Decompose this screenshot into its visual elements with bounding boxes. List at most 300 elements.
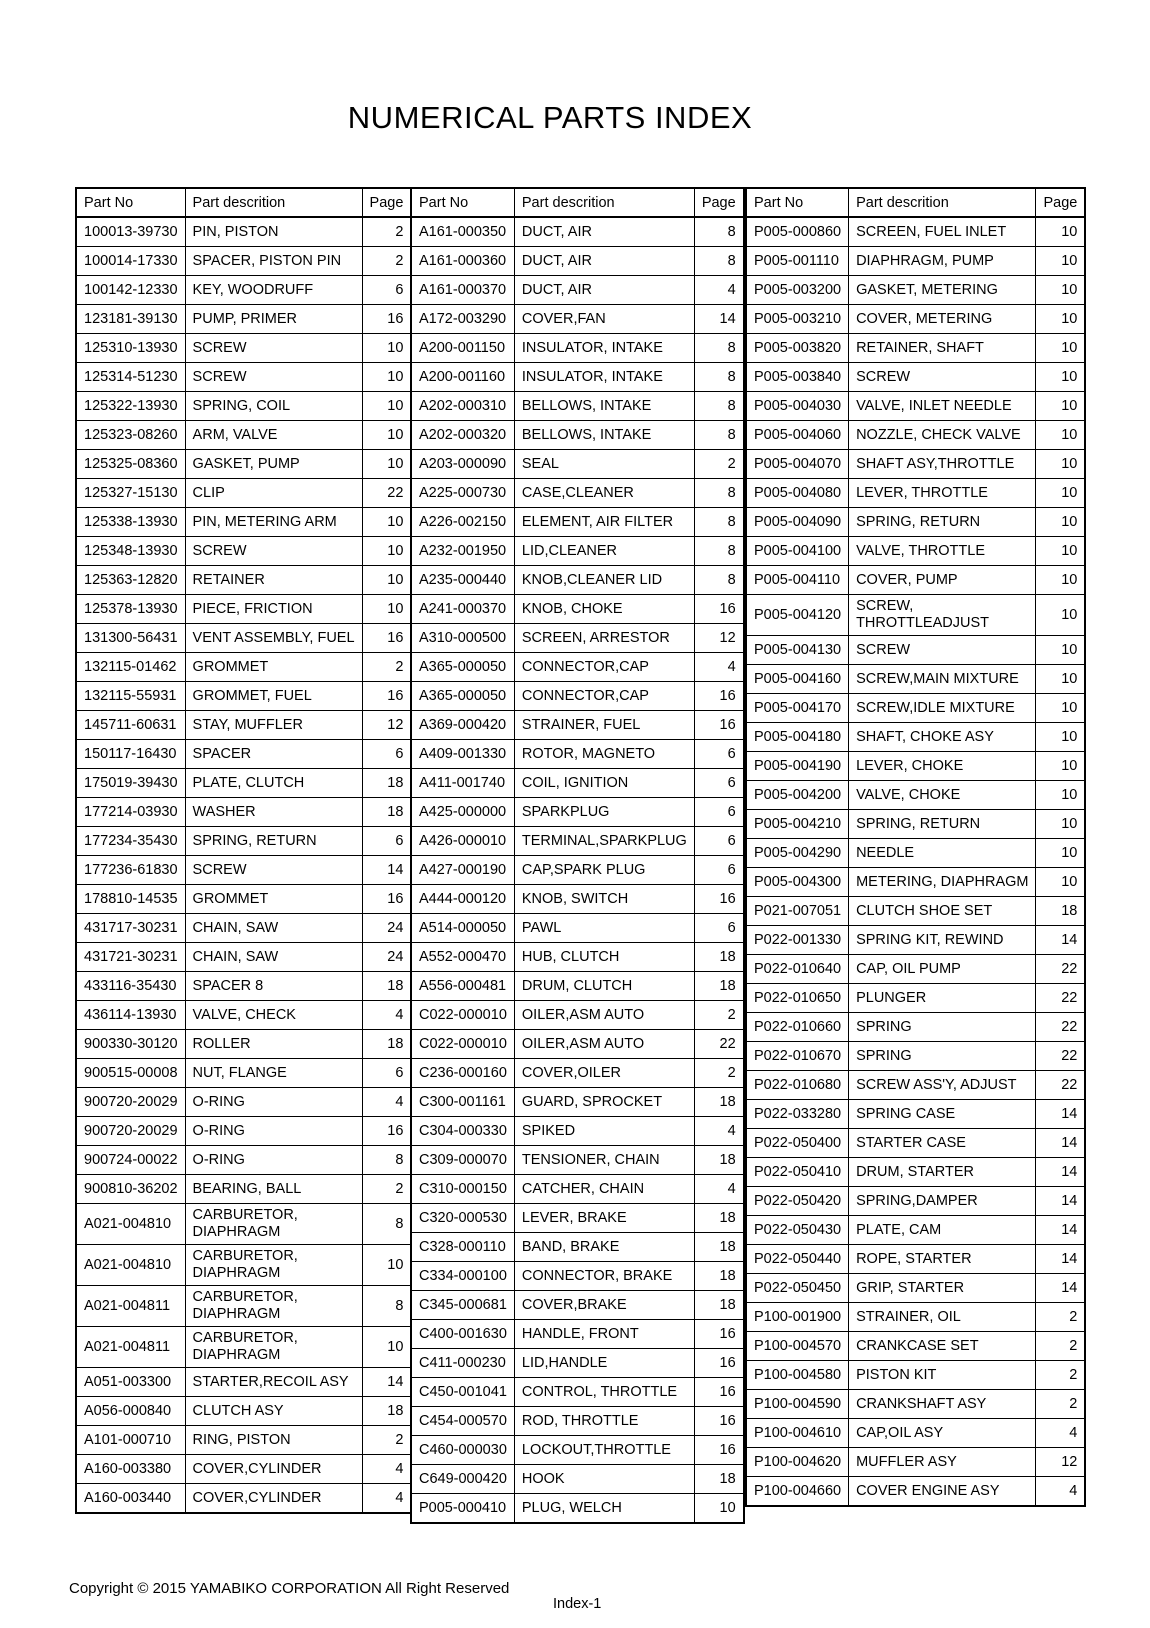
page-cell: 22 — [1036, 1013, 1085, 1042]
description-cell: LID,HANDLE — [514, 1349, 694, 1378]
table-row — [76, 537, 411, 566]
part-no-cell: P100-004570 — [746, 1332, 849, 1361]
part-no-cell: A409-001330 — [411, 740, 514, 769]
table-row — [411, 798, 744, 827]
part-no-cell: A514-000050 — [411, 914, 514, 943]
description-cell: CARBURETOR, DIAPHRAGM — [185, 1204, 362, 1245]
description-cell: COVER,BRAKE — [514, 1291, 694, 1320]
description-cell: TENSIONER, CHAIN — [514, 1146, 694, 1175]
page-cell: 8 — [694, 247, 743, 276]
description-cell: PLUG, WELCH — [514, 1494, 694, 1524]
page-cell: 4 — [694, 653, 743, 682]
description-cell: CHAIN, SAW — [185, 943, 362, 972]
page-cell: 10 — [1036, 810, 1085, 839]
table-row — [76, 1397, 411, 1426]
part-no-cell: 125378-13930 — [76, 595, 185, 624]
part-no-cell: 132115-01462 — [76, 653, 185, 682]
description-cell: DRUM, STARTER — [849, 1158, 1036, 1187]
description-cell: STARTER,RECOIL ASY — [185, 1368, 362, 1397]
part-no-cell: A021-004810 — [76, 1204, 185, 1245]
page-cell: 18 — [694, 1465, 743, 1494]
page-cell: 10 — [362, 450, 411, 479]
part-no-cell: P005-003200 — [746, 276, 849, 305]
description-cell: HOOK — [514, 1465, 694, 1494]
part-no-cell: P005-004300 — [746, 868, 849, 897]
table-row — [746, 1100, 1085, 1129]
page-cell: 10 — [1036, 566, 1085, 595]
table-row — [411, 1465, 744, 1494]
table-row — [746, 1129, 1085, 1158]
table-row — [746, 334, 1085, 363]
page-cell: 16 — [694, 1407, 743, 1436]
part-no-cell: 900720-20029 — [76, 1117, 185, 1146]
part-no-cell: 132115-55931 — [76, 682, 185, 711]
page-cell: 22 — [1036, 955, 1085, 984]
table-row — [411, 885, 744, 914]
page-cell: 10 — [694, 1494, 743, 1524]
table-row — [746, 392, 1085, 421]
part-no-header: Part No — [76, 188, 185, 217]
table-row — [76, 1001, 411, 1030]
table-row — [76, 1484, 411, 1514]
part-no-cell: C328-000110 — [411, 1233, 514, 1262]
part-no-cell: P100-004580 — [746, 1361, 849, 1390]
copyright-notice: Copyright © 2015 YAMABIKO CORPORATION All Right Reserved — [69, 1580, 510, 1597]
description-cell: ARM, VALVE — [185, 421, 362, 450]
description-cell: CAP, OIL PUMP — [849, 955, 1036, 984]
description-cell: SCREW, THROTTLEADJUST — [849, 595, 1036, 636]
page-cell: 4 — [362, 1455, 411, 1484]
page-cell: 2 — [1036, 1303, 1085, 1332]
table-row — [411, 769, 744, 798]
description-cell: WASHER — [185, 798, 362, 827]
table-row — [746, 1245, 1085, 1274]
description-cell: COVER, METERING — [849, 305, 1036, 334]
table-row — [746, 694, 1085, 723]
description-cell: LEVER, THROTTLE — [849, 479, 1036, 508]
table-row — [746, 1187, 1085, 1216]
table-row — [746, 868, 1085, 897]
page-cell: 8 — [694, 334, 743, 363]
part-no-cell: P005-004170 — [746, 694, 849, 723]
description-cell: SCREW,IDLE MIXTURE — [849, 694, 1036, 723]
page-cell: 6 — [694, 827, 743, 856]
table-row — [76, 1455, 411, 1484]
parts-index-table-3 — [745, 187, 1086, 1507]
page-cell: 10 — [1036, 752, 1085, 781]
table-row — [76, 1286, 411, 1327]
part-no-cell: C460-000030 — [411, 1436, 514, 1465]
page-cell: 12 — [1036, 1448, 1085, 1477]
page-cell: 8 — [362, 1286, 411, 1327]
part-no-cell: 123181-39130 — [76, 305, 185, 334]
page-cell: 10 — [362, 1327, 411, 1368]
description-cell: VALVE, CHOKE — [849, 781, 1036, 810]
page-cell: 6 — [694, 798, 743, 827]
description-cell: TERMINAL,SPARKPLUG — [514, 827, 694, 856]
page-cell: 6 — [362, 1059, 411, 1088]
table-row — [411, 392, 744, 421]
part-no-cell: C309-000070 — [411, 1146, 514, 1175]
description-cell: COVER,FAN — [514, 305, 694, 334]
description-cell: PLATE, CLUTCH — [185, 769, 362, 798]
description-cell: ROLLER — [185, 1030, 362, 1059]
description-cell: OILER,ASM AUTO — [514, 1001, 694, 1030]
page-cell: 10 — [362, 508, 411, 537]
table-row — [76, 247, 411, 276]
table-row — [76, 972, 411, 1001]
part-no-cell: P100-004590 — [746, 1390, 849, 1419]
page-cell: 8 — [694, 479, 743, 508]
page-header: Page — [694, 188, 743, 217]
page-cell: 4 — [694, 276, 743, 305]
page-cell: 18 — [694, 1291, 743, 1320]
table-row — [76, 624, 411, 653]
page-cell: 10 — [1036, 665, 1085, 694]
table-header-row — [76, 188, 411, 217]
description-cell: KNOB, SWITCH — [514, 885, 694, 914]
table-row — [411, 624, 744, 653]
table-row — [746, 537, 1085, 566]
part-no-cell: 900330-30120 — [76, 1030, 185, 1059]
part-no-cell: 125325-08360 — [76, 450, 185, 479]
page-cell: 10 — [362, 421, 411, 450]
page-cell: 22 — [1036, 984, 1085, 1013]
part-no-cell: A160-003380 — [76, 1455, 185, 1484]
description-cell: SCREW — [185, 334, 362, 363]
page-cell: 2 — [1036, 1390, 1085, 1419]
page-cell: 10 — [1036, 537, 1085, 566]
page-cell: 4 — [1036, 1477, 1085, 1507]
page-cell: 10 — [1036, 305, 1085, 334]
page-cell: 14 — [1036, 1245, 1085, 1274]
part-no-cell: P100-004620 — [746, 1448, 849, 1477]
page-cell: 8 — [694, 537, 743, 566]
table-row — [411, 537, 744, 566]
table-row — [411, 1001, 744, 1030]
page-cell: 16 — [362, 682, 411, 711]
table-row — [76, 1426, 411, 1455]
table-row — [746, 595, 1085, 636]
page-cell: 16 — [362, 624, 411, 653]
description-cell: CONNECTOR,CAP — [514, 682, 694, 711]
part-no-cell: 178810-14535 — [76, 885, 185, 914]
page-cell: 8 — [694, 363, 743, 392]
table-row — [411, 421, 744, 450]
part-no-cell: P005-003840 — [746, 363, 849, 392]
description-header: Part descrition — [185, 188, 362, 217]
table-row — [746, 566, 1085, 595]
table-row — [76, 566, 411, 595]
description-cell: SPRING CASE — [849, 1100, 1036, 1129]
table-row — [411, 276, 744, 305]
part-no-cell: P022-050410 — [746, 1158, 849, 1187]
description-cell: DUCT, AIR — [514, 247, 694, 276]
page-cell: 16 — [694, 1436, 743, 1465]
part-no-cell: P005-004110 — [746, 566, 849, 595]
part-no-cell: C345-000681 — [411, 1291, 514, 1320]
page-cell: 18 — [694, 943, 743, 972]
description-cell: PIN, PISTON — [185, 217, 362, 247]
description-cell: CASE,CLEANER — [514, 479, 694, 508]
page-cell: 16 — [694, 1349, 743, 1378]
part-no-cell: 125314-51230 — [76, 363, 185, 392]
table-row — [411, 682, 744, 711]
part-no-cell: 125310-13930 — [76, 334, 185, 363]
table-row — [746, 450, 1085, 479]
table-row — [76, 1030, 411, 1059]
description-cell: NUT, FLANGE — [185, 1059, 362, 1088]
table-row — [411, 711, 744, 740]
table-row — [746, 1332, 1085, 1361]
description-cell: SHAFT, CHOKE ASY — [849, 723, 1036, 752]
table-row — [76, 450, 411, 479]
description-cell: INSULATOR, INTAKE — [514, 363, 694, 392]
page-cell: 2 — [362, 1175, 411, 1204]
page-cell: 10 — [1036, 868, 1085, 897]
table-row — [411, 595, 744, 624]
table-row — [76, 769, 411, 798]
table-row — [76, 1117, 411, 1146]
part-no-cell: A161-000360 — [411, 247, 514, 276]
page-cell: 6 — [694, 740, 743, 769]
part-no-cell: C300-001161 — [411, 1088, 514, 1117]
table-row — [746, 723, 1085, 752]
page-cell: 4 — [694, 1117, 743, 1146]
table-row — [746, 1303, 1085, 1332]
page-cell: 8 — [694, 566, 743, 595]
table-row — [746, 752, 1085, 781]
table-row — [746, 1419, 1085, 1448]
part-no-cell: C411-000230 — [411, 1349, 514, 1378]
table-row — [76, 711, 411, 740]
table-row — [411, 247, 744, 276]
page-cell: 2 — [362, 247, 411, 276]
part-no-cell: P022-050440 — [746, 1245, 849, 1274]
part-no-cell: C022-000010 — [411, 1030, 514, 1059]
table-row — [76, 1088, 411, 1117]
part-no-cell: A051-003300 — [76, 1368, 185, 1397]
table-row — [746, 810, 1085, 839]
description-cell: CONTROL, THROTTLE — [514, 1378, 694, 1407]
table-row — [76, 421, 411, 450]
part-no-cell: P005-003210 — [746, 305, 849, 334]
description-cell: ELEMENT, AIR FILTER — [514, 508, 694, 537]
page-cell: 16 — [694, 1320, 743, 1349]
part-no-cell: P022-010670 — [746, 1042, 849, 1071]
part-no-cell: 125322-13930 — [76, 392, 185, 421]
part-no-cell: C450-001041 — [411, 1378, 514, 1407]
table-row — [76, 595, 411, 624]
page-cell: 16 — [362, 1117, 411, 1146]
table-row — [746, 781, 1085, 810]
description-cell: SPRING,DAMPER — [849, 1187, 1036, 1216]
page-cell: 2 — [694, 1001, 743, 1030]
table-row — [76, 682, 411, 711]
part-no-cell: P100-004610 — [746, 1419, 849, 1448]
table-row — [411, 1436, 744, 1465]
page-cell: 2 — [694, 1059, 743, 1088]
page-cell: 16 — [694, 711, 743, 740]
page-cell: 2 — [362, 217, 411, 247]
page-cell: 6 — [362, 827, 411, 856]
page-cell: 8 — [362, 1204, 411, 1245]
description-cell: SCREW — [849, 363, 1036, 392]
part-no-cell: P022-050430 — [746, 1216, 849, 1245]
description-cell: RING, PISTON — [185, 1426, 362, 1455]
page-cell: 8 — [694, 421, 743, 450]
table-row — [411, 827, 744, 856]
part-no-cell: 125363-12820 — [76, 566, 185, 595]
page-cell: 16 — [362, 885, 411, 914]
page-cell: 16 — [362, 305, 411, 334]
page-cell: 18 — [362, 769, 411, 798]
part-no-cell: A241-000370 — [411, 595, 514, 624]
page-number: Index-1 — [553, 1596, 602, 1612]
table-row — [746, 897, 1085, 926]
part-no-cell: P005-004180 — [746, 723, 849, 752]
part-no-cell: A426-000010 — [411, 827, 514, 856]
table-row — [746, 479, 1085, 508]
part-no-cell: C649-000420 — [411, 1465, 514, 1494]
description-cell: SPACER — [185, 740, 362, 769]
page-cell: 10 — [1036, 450, 1085, 479]
table-row — [746, 984, 1085, 1013]
description-cell: SCREEN, FUEL INLET — [849, 217, 1036, 247]
description-cell: BELLOWS, INTAKE — [514, 392, 694, 421]
page-cell: 8 — [694, 392, 743, 421]
table-row — [76, 334, 411, 363]
table-row — [746, 1013, 1085, 1042]
part-no-cell: A021-004811 — [76, 1286, 185, 1327]
part-no-cell: 125338-13930 — [76, 508, 185, 537]
part-no-cell: A101-000710 — [76, 1426, 185, 1455]
description-cell: HANDLE, FRONT — [514, 1320, 694, 1349]
table-row — [76, 914, 411, 943]
description-cell: NOZZLE, CHECK VALVE — [849, 421, 1036, 450]
part-no-cell: 145711-60631 — [76, 711, 185, 740]
part-no-cell: A235-000440 — [411, 566, 514, 595]
page-cell: 12 — [362, 711, 411, 740]
part-no-cell: 125348-13930 — [76, 537, 185, 566]
table-row — [76, 653, 411, 682]
page-cell: 10 — [362, 392, 411, 421]
description-cell: SCREEN, ARRESTOR — [514, 624, 694, 653]
page-cell: 8 — [694, 217, 743, 247]
part-no-cell: P021-007051 — [746, 897, 849, 926]
page-cell: 22 — [1036, 1071, 1085, 1100]
table-row — [746, 276, 1085, 305]
page-cell: 18 — [1036, 897, 1085, 926]
page-cell: 18 — [694, 1088, 743, 1117]
part-no-cell: P005-004160 — [746, 665, 849, 694]
table-row — [411, 1494, 744, 1524]
description-cell: DRUM, CLUTCH — [514, 972, 694, 1001]
description-cell: SPIKED — [514, 1117, 694, 1146]
page-cell: 10 — [1036, 334, 1085, 363]
part-no-cell: A365-000050 — [411, 653, 514, 682]
page-cell: 6 — [362, 740, 411, 769]
description-cell: COVER,CYLINDER — [185, 1455, 362, 1484]
description-cell: COVER ENGINE ASY — [849, 1477, 1036, 1507]
page-cell: 10 — [1036, 217, 1085, 247]
page-cell: 10 — [1036, 392, 1085, 421]
page-cell: 16 — [694, 595, 743, 624]
description-cell: LOCKOUT,THROTTLE — [514, 1436, 694, 1465]
part-no-cell: P005-004060 — [746, 421, 849, 450]
table-row — [411, 1204, 744, 1233]
part-no-header: Part No — [746, 188, 849, 217]
table-row — [76, 392, 411, 421]
part-no-cell: 177234-35430 — [76, 827, 185, 856]
page-cell: 10 — [362, 595, 411, 624]
description-cell: VALVE, THROTTLE — [849, 537, 1036, 566]
page-cell: 18 — [362, 972, 411, 1001]
description-cell: CARBURETOR, DIAPHRAGM — [185, 1245, 362, 1286]
description-cell: DUCT, AIR — [514, 217, 694, 247]
description-cell: ROPE, STARTER — [849, 1245, 1036, 1274]
description-cell: MUFFLER ASY — [849, 1448, 1036, 1477]
page-cell: 18 — [694, 1262, 743, 1291]
part-no-cell: 131300-56431 — [76, 624, 185, 653]
page-cell: 10 — [1036, 276, 1085, 305]
page-cell: 22 — [1036, 1042, 1085, 1071]
part-no-cell: C022-000010 — [411, 1001, 514, 1030]
table-row — [411, 1175, 744, 1204]
page-cell: 8 — [694, 508, 743, 537]
part-no-cell: A552-000470 — [411, 943, 514, 972]
description-cell: CARBURETOR, DIAPHRAGM — [185, 1286, 362, 1327]
description-cell: SPACER 8 — [185, 972, 362, 1001]
description-cell: CONNECTOR, BRAKE — [514, 1262, 694, 1291]
part-no-cell: 100013-39730 — [76, 217, 185, 247]
table-row — [411, 1320, 744, 1349]
page-cell: 2 — [1036, 1332, 1085, 1361]
description-cell: SPARKPLUG — [514, 798, 694, 827]
description-header: Part descrition — [514, 188, 694, 217]
page-cell: 4 — [694, 1175, 743, 1204]
table-row — [746, 508, 1085, 537]
description-cell: SCREW — [185, 856, 362, 885]
part-no-cell: 125327-15130 — [76, 479, 185, 508]
description-cell: LEVER, CHOKE — [849, 752, 1036, 781]
description-cell: LEVER, BRAKE — [514, 1204, 694, 1233]
table-row — [76, 1245, 411, 1286]
part-no-cell: A161-000370 — [411, 276, 514, 305]
page-cell: 14 — [694, 305, 743, 334]
description-cell: SHAFT ASY,THROTTLE — [849, 450, 1036, 479]
part-no-cell: 125323-08260 — [76, 421, 185, 450]
description-cell: METERING, DIAPHRAGM — [849, 868, 1036, 897]
table-row — [746, 926, 1085, 955]
page-cell: 10 — [1036, 421, 1085, 450]
table-row — [411, 1407, 744, 1436]
page-header: Page — [362, 188, 411, 217]
table-row — [411, 479, 744, 508]
table-row — [746, 1071, 1085, 1100]
table-row — [746, 636, 1085, 665]
part-no-cell: P022-001330 — [746, 926, 849, 955]
page-cell: 10 — [1036, 694, 1085, 723]
table-row — [411, 653, 744, 682]
table-row — [76, 798, 411, 827]
page-cell: 14 — [1036, 1187, 1085, 1216]
table-row — [411, 1030, 744, 1059]
part-no-cell: P005-004190 — [746, 752, 849, 781]
description-cell: O-RING — [185, 1088, 362, 1117]
page-cell: 14 — [1036, 1100, 1085, 1129]
part-no-cell: A365-000050 — [411, 682, 514, 711]
